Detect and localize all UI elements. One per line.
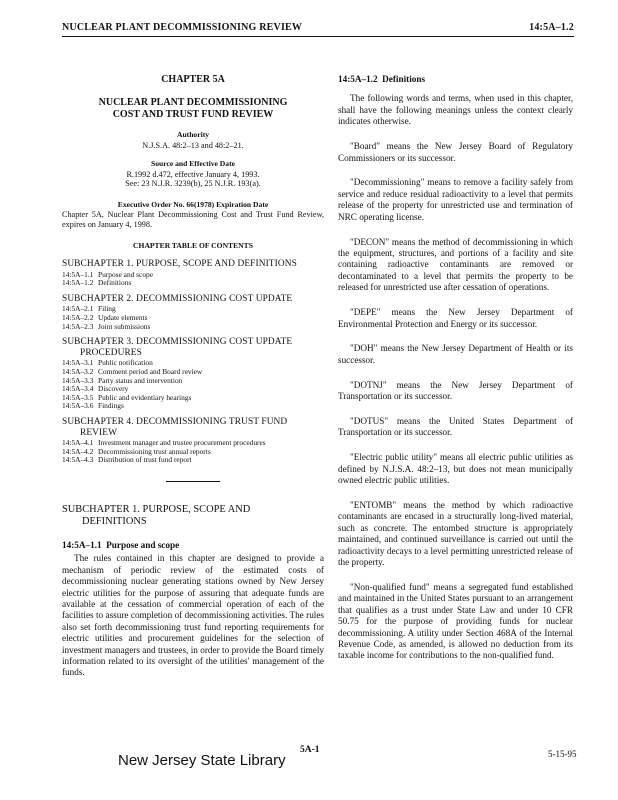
- toc-subchapter-2-line1: SUBCHAPTER 2. DECOMMISSIONING COST UPDATE: [62, 293, 293, 304]
- toc-item-number: 14:5A–4.3: [62, 455, 94, 465]
- toc-item-number: 14:5A–1.1: [62, 269, 94, 279]
- toc-item-label: Decommissioning trust annual reports: [98, 446, 211, 456]
- toc-item-number: 14:5A–2.2: [62, 312, 94, 322]
- section-heading-1-2: [338, 74, 573, 85]
- subchapter-1-heading-line1: SUBCHAPTER 1. PURPOSE, SCOPE AND: [62, 503, 251, 515]
- toc-item-number: 14:5A–3.1: [62, 358, 94, 368]
- toc-item-label: Party status and intervention: [98, 375, 183, 385]
- definition-dotnj: "DOTNJ" means the New Jersey Department of Transportation or its successor.: [338, 379, 573, 402]
- subchapter-1-heading: [62, 504, 324, 528]
- right-column: [338, 74, 573, 675]
- chapter-number: CHAPTER 5A: [161, 74, 225, 85]
- toc-item-number: 14:5A–3.4: [62, 384, 94, 394]
- toc-item-label: Filing: [98, 304, 116, 314]
- definition-depe: "DEPE" means the New Jersey Department of Environmental Protection and Energy or its successor.: [338, 307, 573, 329]
- toc-item-number: 14:5A–3.3: [62, 375, 94, 385]
- toc-subchapter-3-line2: PROCEDURES: [80, 347, 142, 358]
- toc-subchapter-4-line1: SUBCHAPTER 4. DECOMMISSIONING TRUST FUND: [62, 416, 288, 427]
- subchapter-1-heading-line2: DEFINITIONS: [82, 515, 147, 527]
- definitions-intro: The following words and terms, when used in this chapter, shall have the following meanings unless the context clearly indicates otherwise.: [338, 93, 573, 127]
- toc-item[interactable]: [62, 402, 324, 411]
- definition-doh: "DOH" means the New Jersey Department of Health or its successor.: [338, 343, 573, 365]
- definition-non-qualified-fund: "Non-qualified fund" means a segregated fund established and maintained in the United States pursuant to an arrangement that qualifies as a trust under State Law and under 10 CFR 50.75 for the purpose of providing funds for nuclear decommissioning. A utility under Section 468A of the Internal Revenue Code, as amended, is allowed no deduction from its taxable income for contributions to the non-qualified fund.: [338, 582, 573, 661]
- toc-subchapter-1-line1: SUBCHAPTER 1. PURPOSE, SCOPE AND DEFINITIONS: [62, 259, 297, 269]
- section-heading-1-1: [62, 540, 324, 551]
- running-head-section: 14:5A–1.2: [529, 22, 574, 33]
- running-head: [62, 22, 574, 37]
- toc-item-label: Investment manager and trustee procurement procedures: [98, 438, 266, 448]
- toc-subchapter-2[interactable]: [62, 294, 324, 305]
- section-title: Definitions: [382, 74, 426, 84]
- toc-item-label: Joint submissions: [98, 321, 151, 331]
- definition-dotus: "DOTUS" means the United States Department of Transportation or its successor.: [338, 416, 573, 438]
- section-number: 14:5A–1.2: [338, 74, 378, 84]
- purpose-paragraph: The rules contained in this chapter are designed to provide a mechanism of periodic review of the estimated costs of decommissioning nuclear generating stations owned by New Jersey electric utilities for the purpose of assuring that adequate funds are available at the cessation of commercial operation of each of the facilities to assure completion of decommissioning activities. The rules also set forth decommissioning trust fund reporting requirements for electric utilities and procurement guidelines for the selection of investment managers and trustees, in order to provide the Board timely information related to its oversight of the utilities' management of the funds.: [62, 553, 324, 678]
- toc-item-label: Update elements: [98, 312, 148, 322]
- authority-heading: Authority: [176, 130, 210, 140]
- toc-item-number: 14:5A–3.6: [62, 401, 94, 411]
- toc-item-label: Comment period and Board review: [98, 366, 203, 376]
- toc-item[interactable]: [62, 279, 324, 288]
- toc-item[interactable]: [62, 456, 324, 465]
- toc-item-label: Distribution of trust fund report: [98, 455, 192, 465]
- definition-decommissioning: "Decommissioning" means to remove a facility safely from service and reduce residual radioactivity to a level that permits release of the property for unrestricted use and termination of NRC operating license.: [338, 177, 573, 222]
- toc-item-number: 14:5A–3.2: [62, 366, 94, 376]
- toc-item-label: Discovery: [98, 384, 129, 394]
- source-heading: Source and Effective Date: [150, 159, 235, 169]
- toc-item-label: Purpose and scope: [98, 269, 154, 279]
- toc-item-label: Public and evidentiary hearings: [98, 392, 192, 402]
- toc-subchapter-4[interactable]: [62, 417, 324, 438]
- toc-item-number: 14:5A–4.1: [62, 438, 94, 448]
- definition-decon: "DECON" means the method of decommissioning in which the equipment, structures, and portions of a facility and site containing radioactive contaminants are removed or decontaminated to a level that permits the property to be released for unrestricted use after cessation of operations.: [338, 236, 573, 293]
- toc-item-number: 14:5A–3.5: [62, 392, 94, 402]
- toc-item-number: 14:5A–2.1: [62, 304, 94, 314]
- toc-subchapter-3-line1: SUBCHAPTER 3. DECOMMISSIONING COST UPDATE: [62, 337, 293, 348]
- section-number: 14:5A–1.1: [62, 539, 102, 550]
- running-head-title: NUCLEAR PLANT DECOMMISSIONING REVIEW: [62, 22, 303, 33]
- toc-item-number: 14:5A–4.2: [62, 446, 94, 456]
- executive-order-heading: Executive Order No. 66(1978) Expiration Date: [117, 200, 269, 209]
- left-column: [62, 74, 324, 679]
- definition-entomb: "ENTOMB" means the method by which radioactive contaminants are encased in a structurally long-lived material, such as concrete. The entombed structure is appropriately maintained, and continued surveillance is carried out until the radioactivity decays to a level permitting unrestricted release of the property.: [338, 500, 573, 568]
- page-number: 5A-1: [300, 745, 320, 755]
- toc-subchapter-3[interactable]: [62, 337, 324, 358]
- source-line-1: R.1992 d.472, effective January 4, 1993.: [126, 169, 260, 179]
- toc-item-number: 14:5A–1.2: [62, 278, 94, 288]
- section-divider: [166, 481, 220, 482]
- chapter-title-line2: COST AND TRUST FUND REVIEW: [112, 109, 274, 121]
- section-title: Purpose and scope: [106, 539, 180, 550]
- definition-electric-public-utility: "Electric public utility" means all electric public utilities as defined by N.J.S.A. 48:2–13, but does not mean municipally owned electric public utilities.: [338, 452, 573, 486]
- toc-subchapter-1[interactable]: [62, 259, 324, 270]
- toc-item-number: 14:5A–2.3: [62, 321, 94, 331]
- executive-order-text: Chapter 5A, Nuclear Plant Decommissioning Cost and Trust Fund Review, expires on January 4, 1998.: [62, 210, 324, 229]
- source-line-2: See: 23 N.J.R. 3239(b), 25 N.J.R. 193(a).: [125, 179, 261, 189]
- authority-text: N.J.S.A. 48:2–13 and 48:2–21.: [142, 140, 244, 150]
- chapter-title-line1: NUCLEAR PLANT DECOMMISSIONING: [98, 97, 288, 109]
- library-stamp: New Jersey State Library: [118, 752, 286, 769]
- toc-item-label: Public notification: [98, 358, 153, 368]
- definition-board: "Board" means the New Jersey Board of Regulatory Commissioners or its successor.: [338, 141, 573, 163]
- toc-item[interactable]: [62, 323, 324, 332]
- toc-subchapter-4-line2: REVIEW: [80, 427, 118, 438]
- revision-date: 5-15-95: [548, 749, 577, 759]
- toc-item-label: Findings: [98, 401, 124, 411]
- toc-title: CHAPTER TABLE OF CONTENTS: [133, 240, 253, 250]
- toc-item-label: Definitions: [98, 278, 132, 288]
- chapter-title: [62, 97, 324, 121]
